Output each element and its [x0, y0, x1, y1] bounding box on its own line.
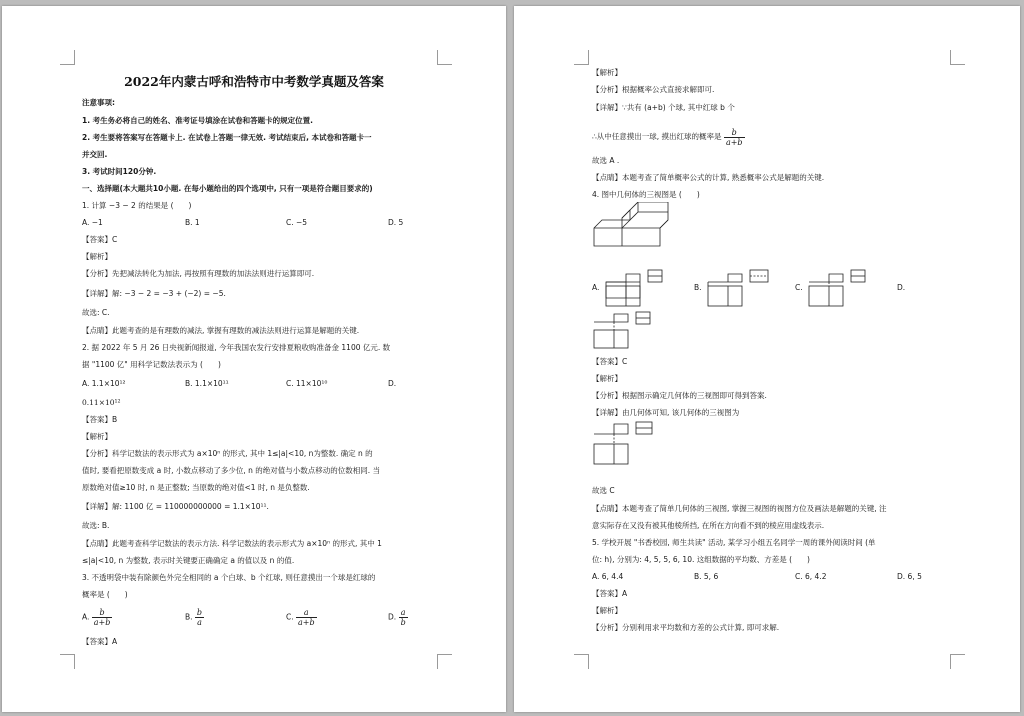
- q3-option-a-denominator: a+b: [93, 618, 111, 627]
- q4-solid-figure: [592, 202, 672, 248]
- q3-option-d-numerator: a: [399, 608, 408, 618]
- q4-option-b-label: B.: [694, 283, 702, 292]
- q1-option-b: B. 1: [185, 218, 200, 227]
- q5-answer: 【答案】A: [592, 589, 628, 598]
- q2-option-a: A. 1.1×10¹²: [82, 379, 126, 388]
- notice-heading: 注意事项:: [82, 98, 115, 107]
- q2-fenxi-3: 原数绝对值≥10 时, n 是正整数; 当原数的绝对值<1 时, n 是负整数.: [82, 483, 310, 492]
- q1-analysis: 【解析】: [82, 252, 112, 261]
- q3-option-c-denominator: a+b: [298, 618, 315, 627]
- q4-option-c-views: [807, 268, 877, 308]
- q5-option-c: C. 6, 4.2: [795, 572, 827, 581]
- crop-mark-top-right: [950, 50, 965, 65]
- q4-option-d-views: [592, 308, 662, 350]
- q2-comment-2: ≤|a|<10, n 为整数, 表示时关键要正确确定 a 的值以及 n 的值.: [82, 556, 295, 565]
- q1-answer: 【答案】C: [82, 235, 118, 244]
- question-3-line-1: 3. 不透明袋中装有除颜色外完全相同的 a 个白球、b 个红球, 则任意摸出一个球是红球的: [82, 573, 376, 582]
- q2-fenxi-2: 值时, 要看把原数变成 a 时, 小数点移动了多少位, n 的绝对值与小数点移动的位数相同. 当: [82, 466, 381, 475]
- q4-option-c-svg: [807, 268, 877, 308]
- question-1: 1. 计算 −3 − 2 的结果是 ( ): [82, 201, 192, 210]
- q2-option-c: C. 11×10¹⁰: [286, 379, 328, 388]
- q1-option-a: A. −1: [82, 218, 103, 227]
- q3-detail-2: [592, 125, 745, 149]
- crop-mark-bottom-right: [950, 654, 965, 669]
- q5-option-d: D. 6, 5: [897, 572, 922, 581]
- q3-option-d-denominator: b: [400, 618, 406, 627]
- q3-comment: 【点睛】本题考查了简单概率公式的计算, 熟悉概率公式是解题的关键.: [592, 173, 825, 182]
- q3-answer: 【答案】A: [82, 637, 118, 646]
- notice-item-2: 2. 考生要将答案写在答题卡上. 在试卷上答题一律无效. 考试结束后, 本试卷和答题卡一: [82, 133, 372, 142]
- q3-option-b-denominator: a: [197, 618, 202, 627]
- q5-option-a: A. 6, 4.4: [592, 572, 624, 581]
- page-title: 2022年内蒙古呼和浩特市中考数学真题及答案: [124, 74, 384, 89]
- q2-fenxi-1: 【分析】科学记数法的表示形式为 a×10ⁿ 的形式, 其中 1≤|a|<10, n为整数. 确定 n 的: [82, 449, 373, 458]
- q2-analysis: 【解析】: [82, 432, 112, 441]
- q4-solid-figure-svg: [592, 202, 672, 248]
- question-5-line-2: 位: h), 分别为: 4, 5, 5, 6, 10. 这组数据的平均数、方差是 ( ): [592, 555, 810, 564]
- question-2-line-2: 据 "1100 亿" 用科学记数法表示为 ( ): [82, 360, 221, 369]
- q4-answer-views: [592, 418, 662, 466]
- q2-option-d-value: 0.11×10¹²: [82, 398, 121, 407]
- q3-option-a-numerator: b: [92, 608, 113, 618]
- q3-option-c-fraction: [296, 608, 317, 627]
- document-page-2: [514, 6, 1020, 712]
- q5-analysis: 【解析】: [592, 606, 622, 615]
- q4-option-b-svg: [706, 268, 776, 308]
- q1-fenxi: 【分析】先把减法转化为加法, 再按照有理数的加法法则进行运算即可.: [82, 269, 315, 278]
- q3-detail-2-denominator: a+b: [725, 137, 743, 147]
- q3-detail-2-fraction: [724, 128, 745, 147]
- q3-option-b-fraction: [195, 608, 204, 627]
- q3-fenxi: 【分析】根据概率公式直接求解即可.: [592, 85, 715, 94]
- q4-detail: 【详解】由几何体可知, 该几何体的三视图为: [592, 408, 740, 417]
- notice-item-3: 3. 考试时间120分钟.: [82, 167, 157, 176]
- q3-option-b-label: B.: [185, 612, 193, 622]
- crop-mark-bottom-left: [60, 654, 75, 669]
- document-page-1: [2, 6, 506, 712]
- q3-option-d: [388, 608, 408, 627]
- q3-detail-2-text: ∴从中任意摸出一球, 摸出红球的概率是: [592, 132, 722, 141]
- q3-option-c: [286, 608, 317, 627]
- q3-option-c-label: C.: [286, 612, 294, 622]
- notice-item-1: 1. 考生务必将自己的姓名、准考证号填涂在试卷和答题卡的规定位置.: [82, 116, 314, 125]
- q3-option-d-fraction: [399, 608, 408, 627]
- question-2-line-1: 2. 据 2022 年 5 月 26 日央视新闻报道, 今年我国农发行安排夏粮收购准备金 1100 亿元. 数: [82, 343, 391, 352]
- q4-fenxi: 【分析】根据图示确定几何体的三视图即可得到答案.: [592, 391, 767, 400]
- q3-analysis: 【解析】: [592, 68, 622, 77]
- q3-choice: 故选 A .: [592, 156, 620, 165]
- crop-mark-top-left: [60, 50, 75, 65]
- q4-option-b-views: [706, 268, 776, 308]
- q4-comment-1: 【点睛】本题考查了简单几何体的三视图, 掌握三视图的视图方位及画法是解题的关键, 注: [592, 504, 887, 513]
- q3-detail: 【详解】∵共有 (a+b) 个球, 其中红球 b 个: [592, 103, 735, 112]
- q5-fenxi: 【分析】分别利用求平均数和方差的公式计算, 即可求解.: [592, 623, 780, 632]
- q4-answer-views-svg: [592, 418, 662, 466]
- q4-choice: 故选 C: [592, 486, 615, 495]
- q2-comment-1: 【点睛】此题考查科学记数法的表示方法. 科学记数法的表示形式为 a×10ⁿ 的形式, 其中 1: [82, 539, 382, 548]
- section-heading: 一、选择题(本大题共10小题. 在每小题给出的四个选项中, 只有一项是符合题目要求的): [82, 184, 373, 193]
- q4-answer: 【答案】C: [592, 357, 628, 366]
- notice-item-2-cont: 并交回.: [82, 150, 108, 159]
- q2-answer: 【答案】B: [82, 415, 118, 424]
- question-3-line-2: 概率是 ( ): [82, 590, 128, 599]
- q3-option-b-numerator: b: [196, 608, 203, 617]
- q2-choice: 故选: B.: [82, 521, 110, 530]
- q4-comment-2: 意实际存在又没有被其他棱所挡, 在所在方向看不到的棱应用虚线表示.: [592, 521, 825, 530]
- q4-option-d-label: D.: [897, 283, 906, 292]
- q3-option-a-fraction: [92, 608, 113, 627]
- q4-option-c-label: C.: [795, 283, 803, 292]
- crop-mark-bottom-right: [437, 654, 452, 669]
- q4-option-a-svg: [604, 268, 674, 308]
- q1-option-c: C. −5: [286, 218, 308, 227]
- q2-option-d: D.: [388, 379, 397, 388]
- q1-comment: 【点睛】此题考查的是有理数的减法, 掌握有理数的减法法则进行运算是解题的关键.: [82, 326, 360, 335]
- q4-analysis: 【解析】: [592, 374, 622, 383]
- q3-option-a-label: A.: [82, 612, 90, 622]
- q3-option-d-label: D.: [388, 612, 397, 622]
- q5-option-b: B. 5, 6: [694, 572, 719, 581]
- q3-detail-2-numerator: b: [724, 128, 745, 138]
- q1-choice: 故选: C.: [82, 308, 110, 317]
- q4-option-a-views: [604, 268, 674, 308]
- q2-option-b: B. 1.1×10¹¹: [185, 379, 229, 388]
- q4-option-a-label: A.: [592, 283, 600, 292]
- q4-option-d-svg: [592, 308, 662, 350]
- crop-mark-bottom-left: [574, 654, 589, 669]
- q1-detail: 【详解】解: −3 − 2 = −3 + (−2) = −5.: [82, 289, 226, 298]
- crop-mark-top-right: [437, 50, 452, 65]
- q3-option-c-numerator: a: [296, 608, 317, 618]
- question-4: 4. 图中几何体的三视图是 ( ): [592, 190, 700, 199]
- q1-option-d: D. 5: [388, 218, 404, 227]
- q3-option-b: [185, 608, 204, 627]
- q3-option-a: [82, 608, 112, 627]
- crop-mark-top-left: [574, 50, 589, 65]
- q2-detail: 【详解】解: 1100 亿 = 110000000000 = 1.1×10¹¹.: [82, 502, 269, 511]
- question-5-line-1: 5. 学校开展 "书香校园, 师生共读" 活动, 某学习小组五名同学一周的课外阅读时间 (单: [592, 538, 876, 547]
